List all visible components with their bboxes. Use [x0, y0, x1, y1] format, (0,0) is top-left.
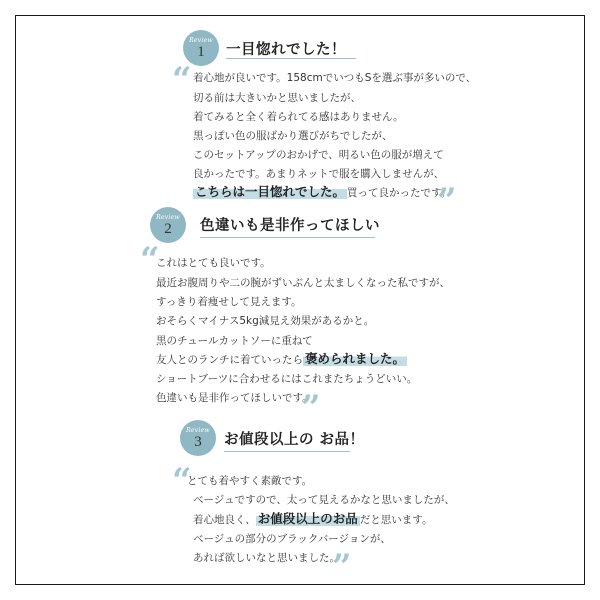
review-title: 一目惚れでした！	[226, 42, 346, 58]
review-line: 着心地が良いです。158cmでいつもSを選ぶ事が多いので、	[193, 72, 477, 84]
review-number: 2	[164, 221, 172, 237]
open-quote-icon: “	[172, 461, 192, 501]
review-number: 3	[194, 434, 202, 450]
review-line: このセットアップのおかげで、明るい色の服が増えて	[193, 149, 444, 161]
review-label: Review	[186, 427, 210, 434]
review-line-text: 友人とのランチに着ていったら	[156, 354, 303, 366]
review-line: ベージュの部分のブラックバージョンが、	[193, 533, 391, 545]
review-number: 1	[197, 44, 205, 60]
review-line: 着てみると全く着られてる感はありません。	[193, 111, 404, 123]
review-title: お値段以上の お品！	[224, 432, 365, 448]
review-label: Review	[156, 214, 180, 221]
review-badge	[150, 207, 186, 243]
review-line: あれば欲しいなと思いました。	[193, 552, 340, 564]
review-line	[156, 352, 407, 367]
open-quote-icon: “	[172, 60, 192, 100]
title-underline	[226, 58, 356, 59]
review-line-text: 買って良かったです。	[347, 187, 452, 199]
review-badge	[180, 420, 216, 456]
review-line: 黒のチュールカットソーに重ねて	[156, 335, 313, 347]
review-line	[193, 512, 432, 527]
close-quote-icon: ”	[301, 388, 321, 428]
review-line: 黒っぽい色の服ばかり選びがちでしたが、	[193, 130, 393, 142]
title-underline	[224, 451, 350, 452]
review-line: ショートブーツに合わせるにはこれまたちょうどいい。	[156, 373, 418, 385]
close-quote-icon: ”	[437, 181, 457, 221]
review-line: 最近お腹周りや二の腕がずいぶんと太ましくなった私ですが、	[156, 277, 450, 289]
review-line: おそらくマイナス5kg減見え効果があるかと。	[156, 315, 375, 327]
review-line: すっきり着痩せして見えます。	[156, 296, 302, 308]
highlight-text: こちらは一目惚れでした。	[195, 184, 346, 199]
review-title: 色違いも是非作ってほしい	[200, 218, 380, 234]
review-line: ベージュですので、太って見えるかなと思いましたが、	[193, 494, 455, 506]
review-line: とても着やすく素敵です。	[187, 475, 313, 487]
review-line: 良かったです。あまりネットで服を購入しませんが、	[193, 168, 445, 180]
close-quote-icon: ”	[332, 547, 352, 587]
highlight-text: 褒められました。	[305, 351, 406, 366]
review-line: これはとても良いです。	[156, 257, 271, 269]
review-line-text: だと思います。	[359, 514, 433, 526]
review-line: 切る前は大きいかと思いましたが、	[193, 92, 361, 104]
highlight-text: お値段以上のお品	[257, 511, 358, 526]
review-label: Review	[189, 37, 213, 44]
review-line-text: 着心地良く、	[193, 514, 256, 526]
title-underline	[200, 237, 375, 238]
review-line: 色違いも是非作ってほしいです。	[156, 392, 313, 404]
open-quote-icon: “	[140, 240, 160, 280]
review-line	[193, 185, 451, 200]
